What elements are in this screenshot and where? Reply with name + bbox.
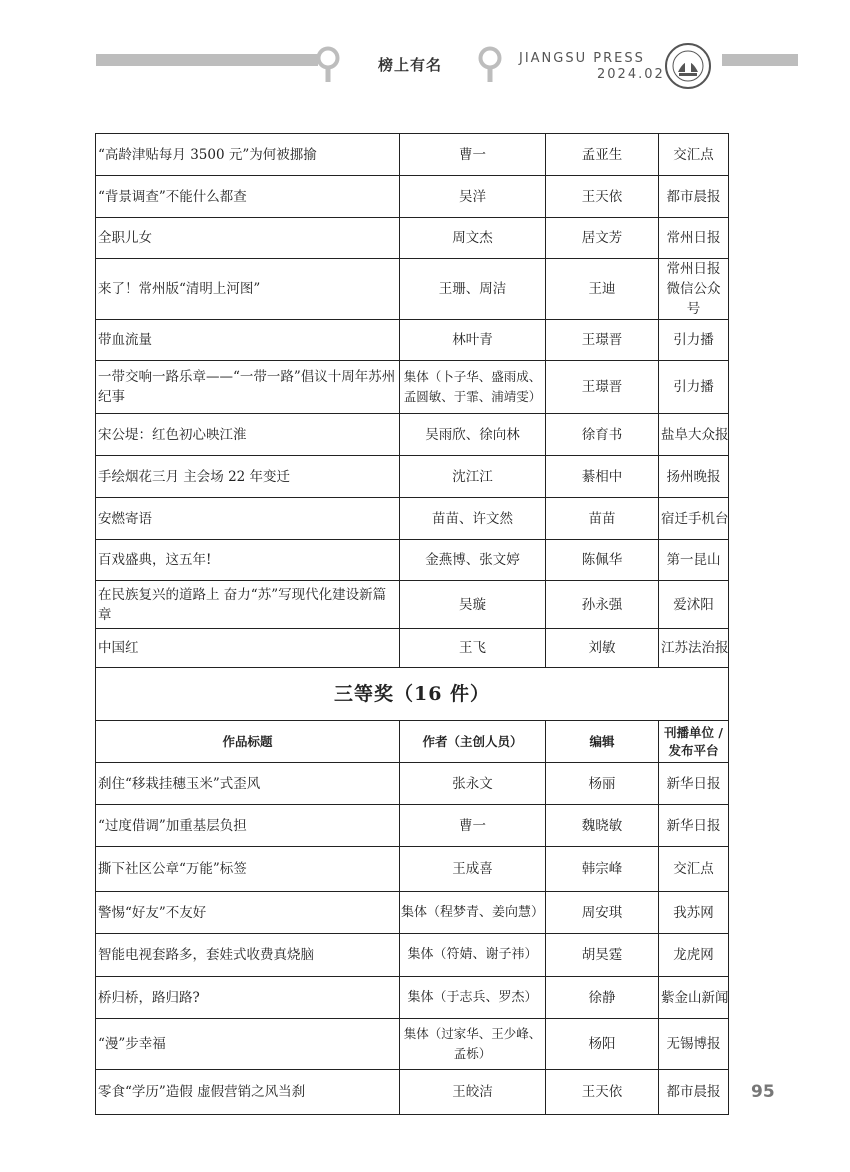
- work-title: 刹住“移栽挂穗玉米”式歪风: [96, 763, 400, 805]
- table-row: [96, 456, 729, 498]
- work-editor: 王天依: [546, 176, 659, 218]
- column-header-editor: 编辑: [546, 721, 659, 763]
- work-author: 林叶青: [400, 320, 546, 361]
- work-outlet: 龙虎网: [659, 934, 729, 977]
- work-outlet: 常州日报: [659, 218, 729, 259]
- table-row: [96, 977, 729, 1019]
- work-author: 沈江江: [400, 456, 546, 498]
- work-outlet: 扬州晚报: [659, 456, 729, 498]
- work-outlet: 交汇点: [659, 847, 729, 892]
- table-row: [96, 218, 729, 259]
- work-title: 带血流量: [96, 320, 400, 361]
- table-row: [96, 805, 729, 847]
- work-title: “漫”步幸福: [96, 1019, 400, 1070]
- work-author: 张永文: [400, 763, 546, 805]
- work-editor: 孙永强: [546, 581, 659, 629]
- table-row: [96, 763, 729, 805]
- work-title: “过度借调”加重基层负担: [96, 805, 400, 847]
- work-outlet: 爱沭阳: [659, 581, 729, 629]
- work-title: 撕下社区公章“万能”标签: [96, 847, 400, 892]
- work-editor: 陈佩华: [546, 540, 659, 581]
- work-author: 吴洋: [400, 176, 546, 218]
- work-editor: 王璟晋: [546, 361, 659, 414]
- work-author: 苗苗、许文然: [400, 498, 546, 540]
- work-editor: 胡昊霆: [546, 934, 659, 977]
- table-row: [96, 498, 729, 540]
- table-row: [96, 361, 729, 414]
- table-row: [96, 934, 729, 977]
- work-author: 王飞: [400, 629, 546, 668]
- work-editor: 杨丽: [546, 763, 659, 805]
- page-number: 95: [751, 1082, 775, 1102]
- work-editor: 王迪: [546, 259, 659, 320]
- work-editor: 綦相中: [546, 456, 659, 498]
- work-title: “背景调查”不能什么都查: [96, 176, 400, 218]
- work-author: 曹一: [400, 805, 546, 847]
- header-bar-right: [722, 54, 798, 66]
- work-title: “高龄津贴每月 3500 元”为何被挪揄: [96, 134, 400, 176]
- table-row: [96, 259, 729, 320]
- work-outlet: 宿迁手机台: [659, 498, 729, 540]
- table-row: [96, 540, 729, 581]
- work-outlet: 常州日报微信公众号: [659, 259, 729, 320]
- column-header-title: 作品标题: [96, 721, 400, 763]
- work-editor: 王璟晋: [546, 320, 659, 361]
- work-title: 安燃寄语: [96, 498, 400, 540]
- work-outlet: 都市晨报: [659, 176, 729, 218]
- work-author: 集体（于志兵、罗杰）: [400, 977, 546, 1019]
- work-title: 中国红: [96, 629, 400, 668]
- work-outlet: 引力播: [659, 361, 729, 414]
- work-author: 集体（符婧、谢子祎）: [400, 934, 546, 977]
- work-title: 宋公堤：红色初心映江淮: [96, 414, 400, 456]
- section-title: 榜上有名: [378, 56, 443, 74]
- work-editor: 居文芳: [546, 218, 659, 259]
- work-author: 王珊、周洁: [400, 259, 546, 320]
- pin-icon: [477, 46, 503, 84]
- work-editor: 苗苗: [546, 498, 659, 540]
- work-author: 集体（过家华、王少峰、孟栎）: [400, 1019, 546, 1070]
- table-row: [96, 629, 729, 668]
- work-title: 警惕“好友”不友好: [96, 892, 400, 934]
- issue-number: 2024.02: [597, 67, 665, 82]
- work-author: 王皎洁: [400, 1070, 546, 1115]
- table-row: [96, 1019, 729, 1070]
- pin-icon: [315, 46, 341, 84]
- work-outlet: 第一昆山: [659, 540, 729, 581]
- work-outlet: 无锡博报: [659, 1019, 729, 1070]
- work-author: 曹一: [400, 134, 546, 176]
- header-bar-left: [96, 54, 318, 66]
- work-title: 智能电视套路多，套娃式收费真烧脑: [96, 934, 400, 977]
- table-row: [96, 581, 729, 629]
- work-title: 百戏盛典，这五年!: [96, 540, 400, 581]
- table-row: [96, 320, 729, 361]
- table-row: [96, 847, 729, 892]
- column-header-author: 作者（主创人员）: [400, 721, 546, 763]
- awards-table: [95, 133, 729, 1115]
- work-author: 吴雨欣、徐向林: [400, 414, 546, 456]
- work-outlet: 江苏法治报: [659, 629, 729, 668]
- table-row: [96, 1070, 729, 1115]
- work-title: 全职儿女: [96, 218, 400, 259]
- work-outlet: 紫金山新闻: [659, 977, 729, 1019]
- work-author: 王成喜: [400, 847, 546, 892]
- work-author: 集体（程梦青、姜向慧）: [400, 892, 546, 934]
- work-outlet: 引力播: [659, 320, 729, 361]
- column-header-row: [96, 721, 729, 763]
- work-editor: 杨阳: [546, 1019, 659, 1070]
- work-outlet: 盐阜大众报: [659, 414, 729, 456]
- table-row: [96, 414, 729, 456]
- work-editor: 徐育书: [546, 414, 659, 456]
- work-title: 手绘烟花三月 主会场 22 年变迁: [96, 456, 400, 498]
- work-editor: 王天依: [546, 1070, 659, 1115]
- publication-name: JIANGSU PRESS: [519, 51, 645, 66]
- work-outlet: 交汇点: [659, 134, 729, 176]
- work-author: 金燕博、张文婷: [400, 540, 546, 581]
- award-section-title: 三等奖（16 件）: [96, 668, 729, 721]
- work-outlet: 新华日报: [659, 763, 729, 805]
- work-editor: 刘敏: [546, 629, 659, 668]
- column-header-outlet: 刊播单位 / 发布平台: [659, 721, 729, 763]
- work-author: 吴璇: [400, 581, 546, 629]
- work-title: 零食“学历”造假 虚假营销之风当刹: [96, 1070, 400, 1115]
- table-row: [96, 892, 729, 934]
- work-outlet: 新华日报: [659, 805, 729, 847]
- work-editor: 魏晓敏: [546, 805, 659, 847]
- work-title: 来了！常州版“清明上河图”: [96, 259, 400, 320]
- work-title: 在民族复兴的道路上 奋力“苏”写现代化建设新篇章: [96, 581, 400, 629]
- work-editor: 徐静: [546, 977, 659, 1019]
- work-outlet: 我苏网: [659, 892, 729, 934]
- work-editor: 孟亚生: [546, 134, 659, 176]
- work-editor: 韩宗峰: [546, 847, 659, 892]
- work-title: 桥归桥，路归路?: [96, 977, 400, 1019]
- work-outlet: 都市晨报: [659, 1070, 729, 1115]
- table-row: [96, 134, 729, 176]
- section-heading-row: [96, 668, 729, 721]
- emblem-icon: [664, 42, 712, 90]
- work-author: 周文杰: [400, 218, 546, 259]
- work-title: 一带交响一路乐章——“一带一路”倡议十周年苏州纪事: [96, 361, 400, 414]
- work-editor: 周安琪: [546, 892, 659, 934]
- work-author: 集体（卜子华、盛雨成、孟圆敏、于霏、浦靖雯）: [400, 361, 546, 414]
- table-row: [96, 176, 729, 218]
